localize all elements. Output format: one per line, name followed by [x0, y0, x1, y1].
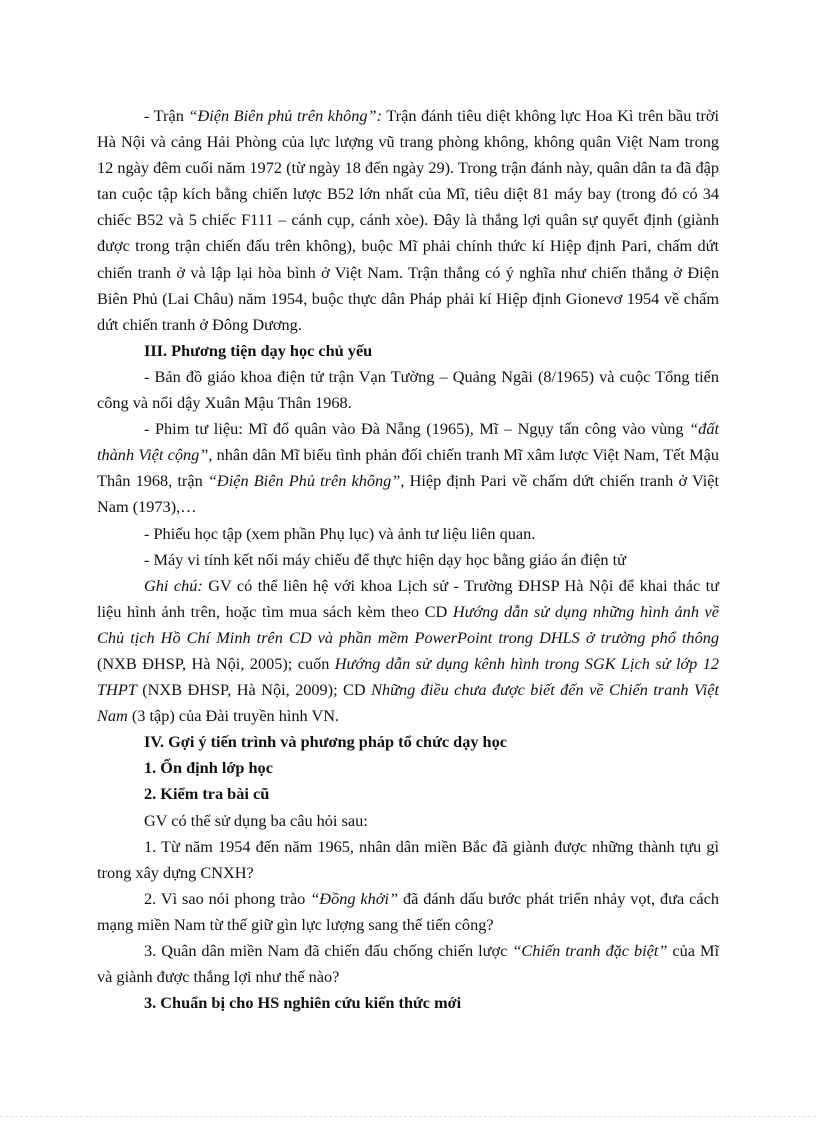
paragraph-dien-bien-phu-tren-khong: - Trận “Điện Biên phủ trên không”: Trận đánh tiêu diệt không lực Hoa Kì trên bầu trời Hà Nội và cảng Hải Phòng của lực lượng vũ trang phòng không, không quân Việt Nam trong 12 ngày đêm cuối năm 1972 (từ ngày 18 đến ngày 29). Trong trận đánh này, quân dân ta đã đập tan cuộc tập kích bằng chiến lược B52 lớn nhất của Mĩ, tiêu diệt 81 máy bay (trong đó có 34 chiếc B52 và 5 chiếc F111 – cánh cụp, cánh xòe). Đây là thắng lợi quân sự quyết định (giành được trong trận chiến đấu trên không), buộc Mĩ phải chính thức kí Hiệp định Pari, chấm dứt chiến tranh ở và lập lại hòa bình ở Việt Nam. Trận thắng có ý nghĩa như chiến thắng ở Điện Biên Phủ (Lai Châu) năm 1954, buộc thực dân Pháp phải kí Hiệp định Gionevơ 1954 về chấm dứt chiến tranh ở Đông Dương.: [97, 106, 720, 334]
question-3: 3. Quân dân miền Nam đã chiến đấu chống chiến lược “Chiến tranh đặc biệt” của Mĩ và giành được thắng lợi như thế nào?: [97, 941, 720, 987]
question-1: 1. Từ năm 1954 đến năm 1965, nhân dân miền Bắc đã giành được những thành tựu gì trong xây dựng CNXH?: [97, 836, 719, 882]
paragraph-ghi-chu: Ghi chú: GV có thể liên hệ với khoa Lịch sử - Trường ĐHSP Hà Nội để khai thác tư liệu hình ảnh trên, hoặc tìm mua sách kèm theo CD Hướng dẫn sử dụng những hình ảnh về Chủ tịch Hồ Chí Minh trên CD và phần mềm PowerPoint trong DHLS ở trường phổ thông (NXB ĐHSP, Hà Nội, 2005); cuốn Hướng dẫn sử dụng kênh hình trong SGK Lịch sử lớp 12 THPT (NXB ĐHSP, Hà Nội, 2009); CD Những điều chưa được biết đến về Chiến tranh Việt Nam (3 tập) của Đài truyền hình VN.: [97, 575, 720, 726]
paragraph-phim-tu-lieu: - Phim tư liệu: Mĩ đổ quân vào Đà Nẵng (1965), Mĩ – Ngụy tấn công vào vùng “đất thành Việt cộng”, nhân dân Mĩ biểu tình phản đối chiến tranh Mĩ xâm lược Việt Nam, Tết Mậu Thân 1968, trận “Điện Biên Phủ trên không”, Hiệp định Pari về chấm dứt chiến tranh ở Việt Nam (1973),…: [97, 419, 719, 517]
italic-term: “Điện Biên phủ trên không”:: [188, 106, 383, 125]
heading-section-iv: IV. Gợi ý tiến trình và phương pháp tổ chức dạy học: [144, 732, 507, 752]
heading-chuan-bi: 3. Chuẩn bị cho HS nghiên cứu kiến thức mới: [144, 993, 462, 1013]
paragraph-gv-cau-hoi: GV có thể sử dụng ba câu hỏi sau:: [144, 810, 368, 830]
question-2: 2. Vì sao nói phong trào “Đồng khởi” đã đánh dấu bước phát triển nhảy vọt, đưa cách mạng miền Nam từ thế giữ gìn lực lượng sang thế tiến công?: [97, 888, 719, 934]
paragraph-may-vi-tinh: - Máy vi tính kết nối máy chiếu để thực hiện dạy học bằng giáo án điện tử: [144, 549, 626, 569]
heading-on-dinh-lop: 1. Ổn định lớp học: [144, 758, 273, 778]
paragraph-phieu-hoc-tap: - Phiếu học tập (xem phần Phụ lục) và ảnh tư liệu liên quan.: [144, 523, 536, 543]
document-page: [97, 103, 719, 1016]
heading-section-iii: III. Phương tiện dạy học chủ yếu: [144, 340, 373, 360]
paragraph-ban-do: - Bản đồ giáo khoa điện tử trận Vạn Tường – Quảng Ngãi (8/1965) và cuộc Tổng tiến công và nổi dậy Xuân Mậu Thân 1968.: [97, 366, 719, 413]
heading-kiem-tra-bai-cu: 2. Kiểm tra bài cũ: [144, 784, 270, 804]
page-bottom-divider: [0, 1116, 816, 1117]
